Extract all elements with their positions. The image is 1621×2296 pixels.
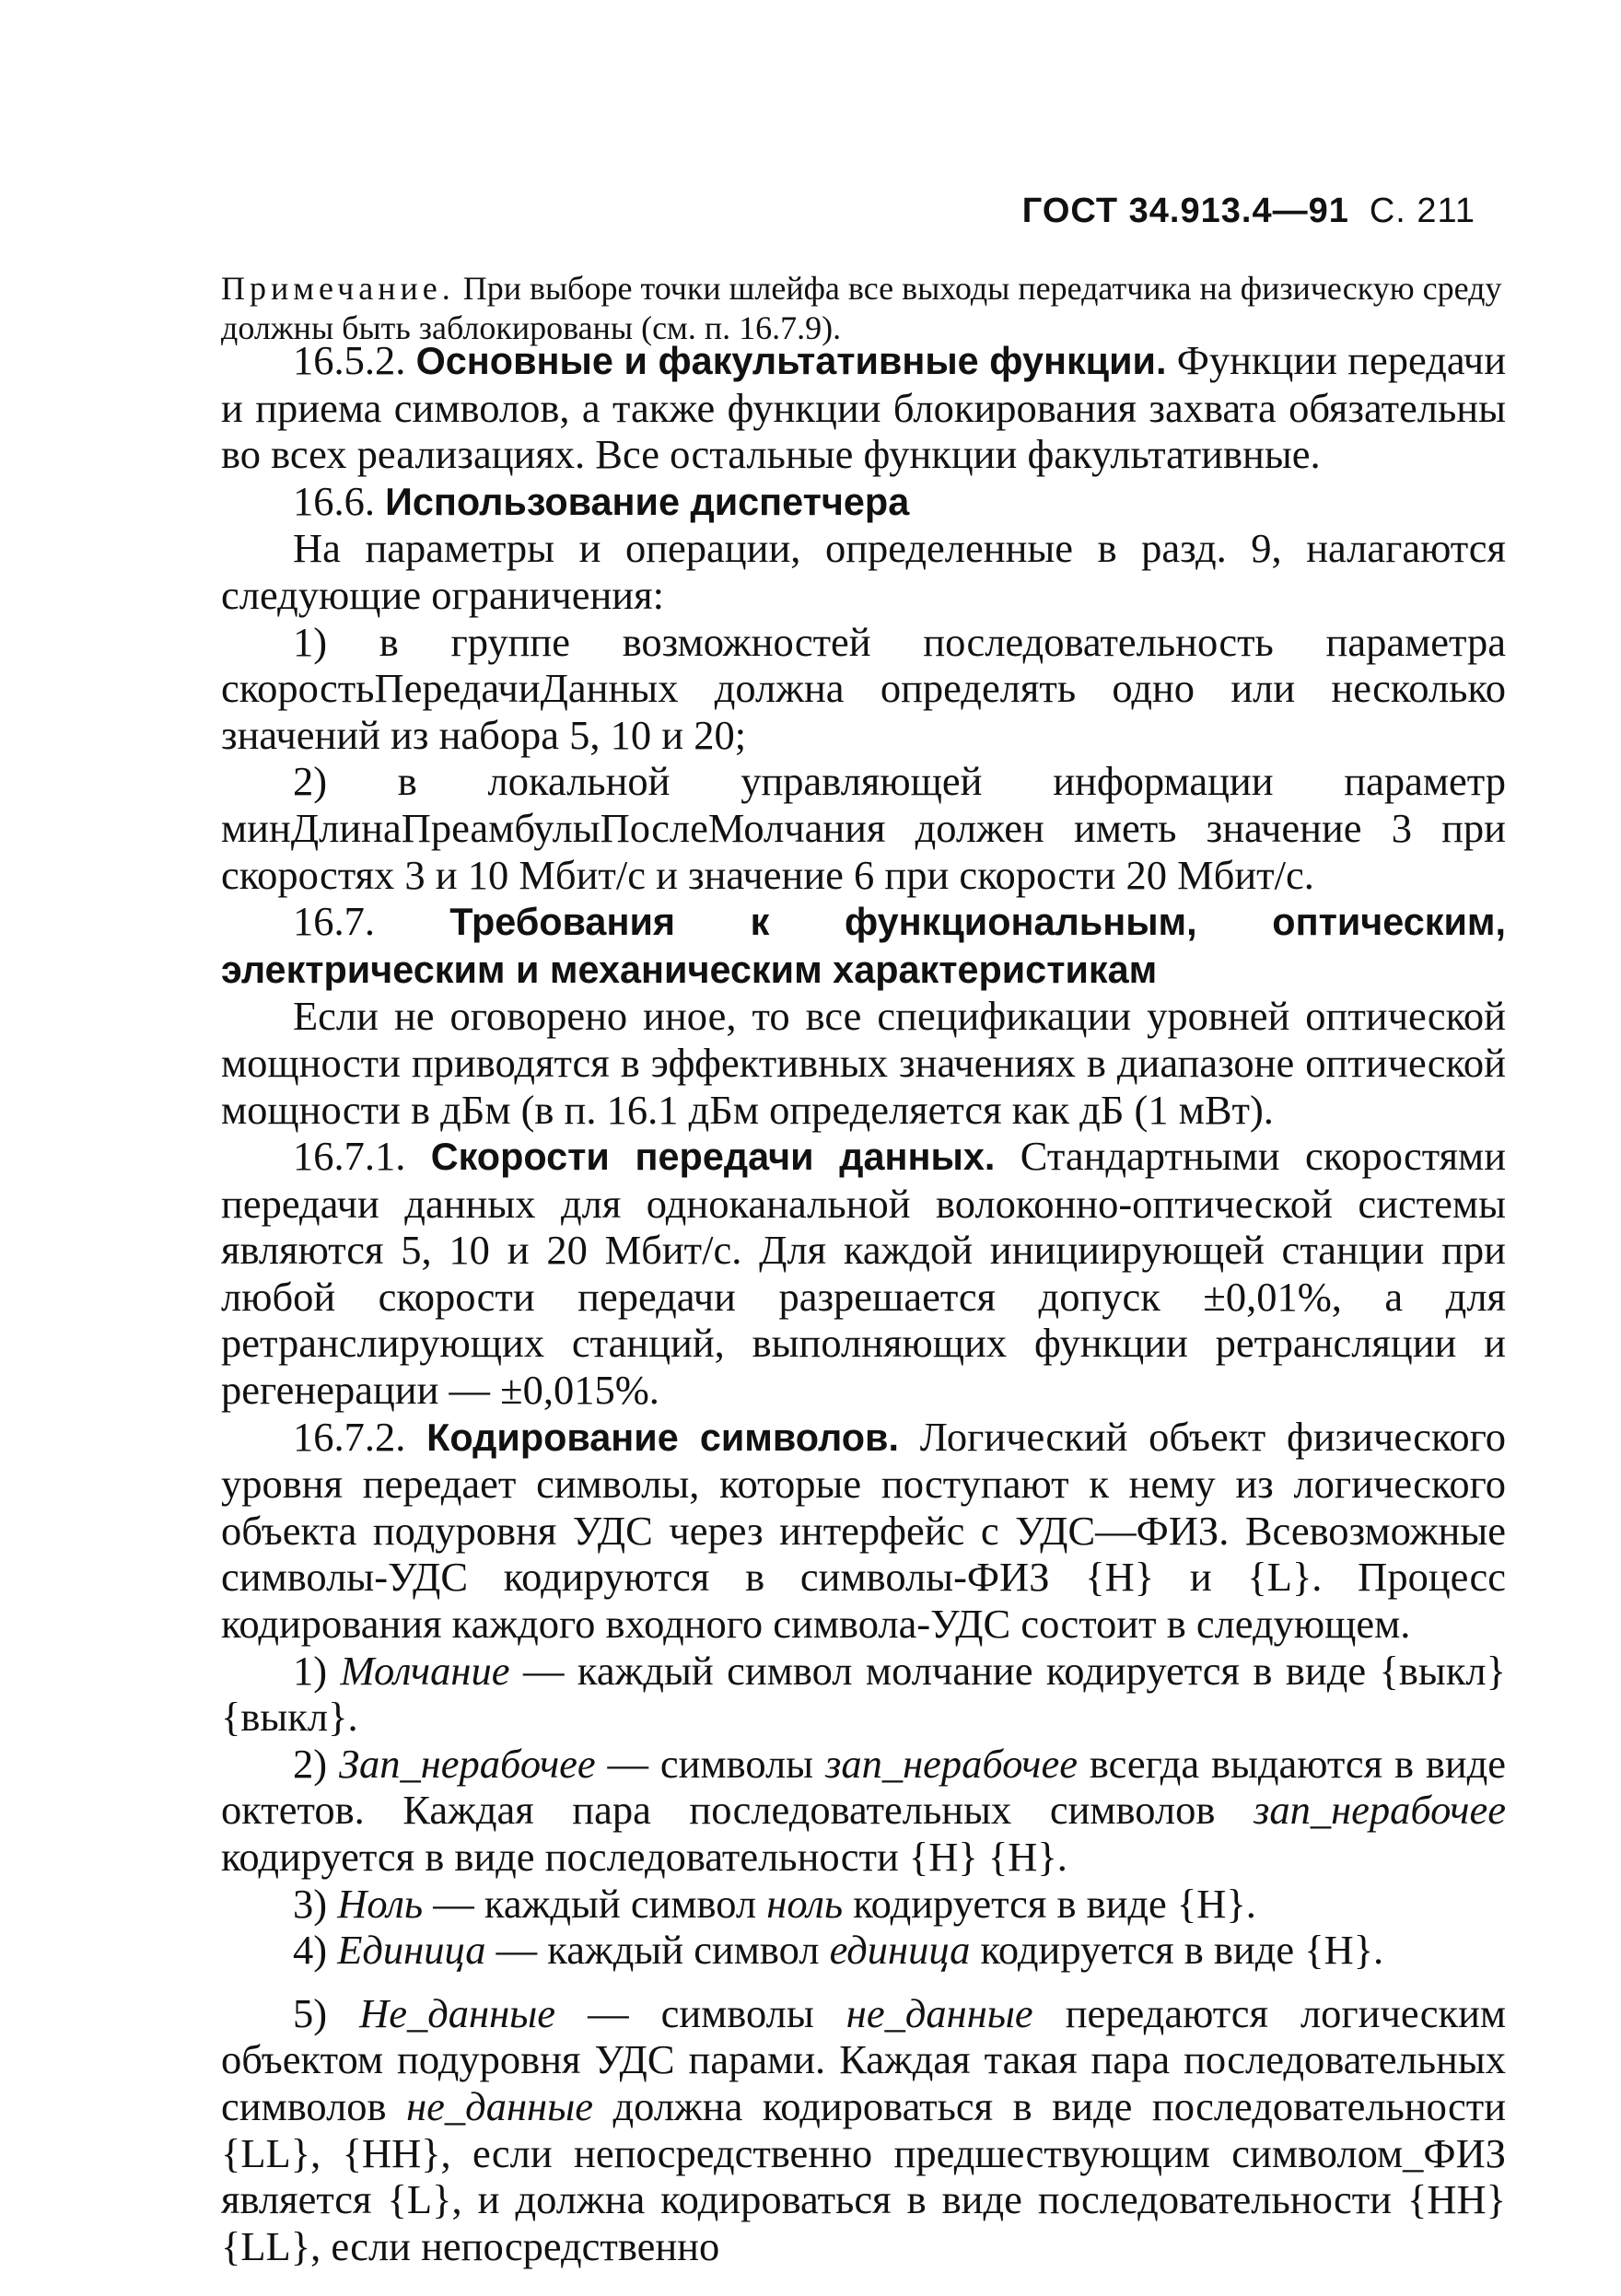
item-number: 1) — [293, 1647, 328, 1694]
item-text: кодируется в виде последовательности {H} {H}. — [221, 1834, 1067, 1880]
list-item — [221, 1881, 1506, 1928]
item-term: ноль — [766, 1880, 844, 1927]
item-text: передаются логическим объектом подуровня УДС парами. Каждая такая пара последовательных символов — [221, 1989, 1507, 2129]
item-term: Не_данные — [359, 1989, 556, 2036]
item-number: 5) — [293, 1989, 328, 2036]
item-text: — каждый символ — [496, 1927, 820, 1974]
list-item — [221, 1927, 1506, 1974]
note-text: При выборе точки шлейфа все выходы передатчика на физическую среду должны быть заблокированы (см. п. 16.7.9). — [221, 270, 1502, 346]
list-item — [221, 1741, 1506, 1881]
heading-16-6 — [221, 478, 1506, 526]
item-term: Ноль — [337, 1880, 424, 1927]
section-title: Требования к функциональным, оптическим, электрическим и механическим характеристикам — [221, 901, 1507, 991]
item-text: — символы — [588, 1989, 814, 2036]
item-text: — каждый символ — [433, 1880, 757, 1927]
paragraph-16-6-intro: На параметры и операции, определенные в разд. 9, налагаются следующие ограничения: — [221, 525, 1506, 618]
section-text: Функции передачи и приема символов, а также функции блокирования захвата обязательны во всех реализациях. Все остальные функции факультативные. — [221, 337, 1507, 478]
item-text: должна кодироваться в виде последовательности {LL}, {HH}, если непосредственно предшествующим символом_ФИЗ является {L}, и должна кодироваться в виде последовательности {HH} {LL}, если непосредственно — [221, 2082, 1507, 2269]
list-item — [221, 1990, 1506, 2270]
item-term: Единица — [337, 1927, 486, 1974]
item-term: не_данные — [845, 1989, 1033, 2036]
section-title: Основные и факультативные функции. — [415, 340, 1167, 382]
item-term: единица — [829, 1927, 971, 1974]
section-number: 16.7.2. — [293, 1413, 406, 1460]
item-term: Зап_нерабочее — [338, 1740, 596, 1787]
section-title: Использование диспетчера — [385, 480, 910, 523]
paragraph-16-7-2 — [221, 1414, 1506, 1648]
item-term: Молчание — [340, 1647, 510, 1694]
item-text: — каждый символ молчание кодируется в виде {выкл} {выкл}. — [221, 1647, 1506, 1741]
item-text: всегда выдаются в виде октетов. Каждая пара последовательных символов — [221, 1740, 1507, 1834]
section-title: Кодирование символов. — [426, 1416, 899, 1459]
item-text: — символы — [607, 1740, 814, 1787]
paragraph-16-7-text: Если не оговорено иное, то все спецификации уровней оптической мощности приводятся в эффективных значениях в диапазоне оптической мощности в дБм (в п. 16.1 дБм определяется как дБ (1 мВт). — [221, 993, 1506, 1133]
list-item: 2) в локальной управляющей информации параметр минДлинаПреамбулыПослеМолчания должен иметь значение 3 при скоростях 3 и 10 Мбит/с и значение 6 при скорости 20 Мбит/с. — [221, 758, 1506, 898]
item-term: не_данные — [406, 2082, 593, 2129]
item-term: зап_нерабочее — [1253, 1787, 1507, 1834]
list-item — [221, 1648, 1506, 1741]
section-number: 16.7.1. — [293, 1133, 406, 1180]
page-number: С. 211 — [1369, 192, 1475, 230]
list-item: 1) в группе возможностей последовательность параметра скоростьПередачиДанных должна определять одно или несколько значений из набора 5, 10 и 20; — [221, 618, 1506, 758]
paragraph-16-5-2 — [221, 337, 1506, 478]
main-text — [221, 337, 1506, 2269]
item-text: кодируется в виде {H}. — [853, 1880, 1256, 1927]
section-text: Стандартными скоростями передачи данных для одноканальной волоконно-оптической системы являются 5, 10 и 20 Мбит/с. Для каждой инициирующей станции при любой скорости передачи разрешается допуск ±0,01%, а для ретранслирующих станций, выполняющих функции ретрансляции и регенерации — ±0,015%. — [221, 1133, 1507, 1414]
section-text: Логический объект физического уровня передает символы, которые поступают к нему из логического объекта подуровня УДС через интерфейс с УДС—ФИЗ. Всевозможные символы-УДС кодируются в символы-ФИЗ {H} и {L}. Процесс кодирования каждого входного символа-УДС состоит в следующем. — [221, 1413, 1507, 1648]
standard-number: ГОСТ 34.913.4—91 — [1021, 192, 1349, 230]
note-label: Примечание. — [221, 270, 455, 307]
section-number: 16.7. — [293, 898, 375, 945]
section-title: Скорости передачи данных. — [430, 1136, 996, 1179]
item-number: 2) — [293, 1740, 328, 1787]
page-header — [1022, 192, 1475, 231]
item-number: 4) — [293, 1927, 328, 1974]
item-term: зап_нерабочее — [824, 1740, 1079, 1787]
paragraph-16-7 — [221, 898, 1506, 993]
item-number: 3) — [293, 1880, 328, 1927]
section-number: 16.6. — [293, 477, 375, 524]
item-text: кодируется в виде {H}. — [980, 1927, 1384, 1974]
section-number: 16.5.2. — [293, 337, 406, 383]
paragraph-16-7-1 — [221, 1133, 1506, 1414]
